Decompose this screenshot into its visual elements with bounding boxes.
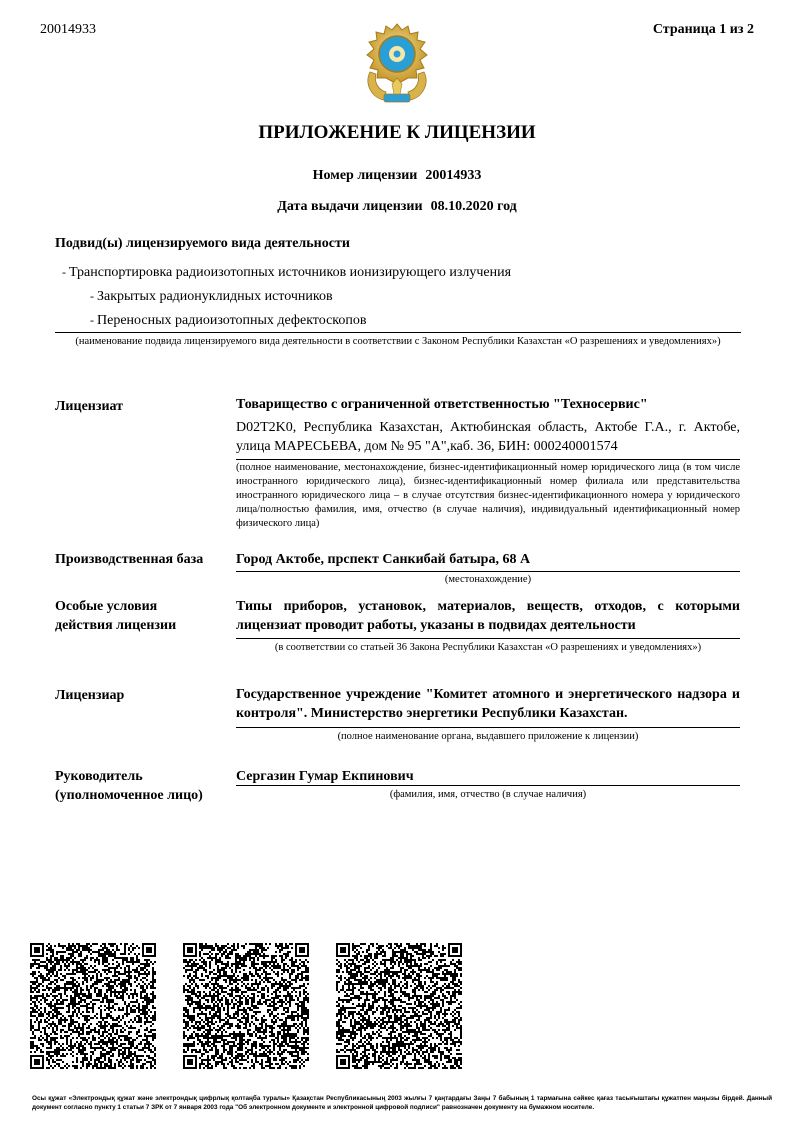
state-emblem-icon <box>362 20 432 110</box>
base-label: Производственная база <box>55 552 204 567</box>
head-label-line2: (уполномоченное лицо) <box>55 788 203 803</box>
licensor-note: (полное наименование органа, выдавшего приложение к лицензии) <box>337 731 639 742</box>
divider <box>236 459 740 460</box>
head-label-line1: Руководитель <box>55 769 143 784</box>
conditions-label-line1: Особые условия <box>55 599 158 614</box>
license-date-row <box>0 199 794 215</box>
licensor-value: Государственное учреждение "Комитет атомного и энергетического надзора и контроля". Министерство энергетики Республики Казахстан. <box>236 687 740 721</box>
base-value: Город Актобе, прспект Санкибай батыра, 68 А <box>236 552 531 567</box>
license-date-value: 08.10.2020 год <box>430 199 517 214</box>
licensee-address: D02T2K0, Республика Казахстан, Актюбинская область, Актобе Г.А., г. Актобе, улица МАРЕСЬЕВА, дом № 95 "А",каб. 36, БИН: 000240001574 <box>236 420 740 454</box>
qr-code <box>336 943 462 1069</box>
licensee-name: Товарищество с ограниченной ответственностью "Техносервис" <box>236 397 648 412</box>
licensee-note: (полное наименование, местонахождение, бизнес-идентификационный номер юридического лица (в том числе иностранного юридического лица), бизнес-идентификационный номер филиала или представительства иностранного юридического лица – в случае отсутствия бизнес-идентификационного номера у юридического лица/полностью фамилия, имя, отчество (в случае наличия), индивидуальный идентификационный номер физического лица) <box>236 462 740 529</box>
subtype-item: - Закрытых радионуклидных источников <box>90 289 333 304</box>
divider <box>236 727 740 728</box>
subtype-item: - Переносных радиоизотопных дефектоскопов <box>90 313 367 328</box>
divider <box>236 571 740 572</box>
divider <box>55 332 741 333</box>
subtypes-heading: Подвид(ы) лицензируемого вида деятельности <box>55 236 350 251</box>
subtype-item-label: Закрытых радионуклидных источников <box>97 289 333 304</box>
license-number-label: Номер лицензии <box>312 168 418 183</box>
licensee-label: Лицензиат <box>55 399 124 414</box>
page-title: ПРИЛОЖЕНИЕ К ЛИЦЕНЗИИ <box>258 122 536 143</box>
conditions-value: Типы приборов, установок, материалов, веществ, отходов, с которыми лицензиат проводит работы, указаны в подвидах деятельности <box>236 599 740 633</box>
subtype-item: - Транспортировка радиоизотопных источников ионизирующего излучения <box>62 265 512 280</box>
license-number-value: 20014933 <box>425 168 482 183</box>
divider <box>236 785 740 786</box>
license-number-row <box>0 168 794 184</box>
footer-disclaimer: Осы құжат «Электрондық құжат және электрондық цифрлық қолтаңба туралы» Қазақстан Республикасының 2003 жылғы 7 қаңтардағы Заңы 7 бабының 1 тармағына сәйкес қағаз тасығыштағы құжатпен маңызы бірдей. Данный документ согласно пункту 1 статьи 7 ЗРК от 7 января 2003 года "Об электронном документе и электронной цифровой подписи" равнозначен документу на бумажном носителе. <box>32 1095 772 1111</box>
license-date-label: Дата выдачи лицензии <box>277 199 423 214</box>
doc-number: 20014933 <box>40 22 96 37</box>
base-note: (местонахождение) <box>444 574 532 585</box>
page-indicator: Страница 1 из 2 <box>652 22 754 37</box>
head-value: Сергазин Гумар Екпинович <box>236 769 414 784</box>
conditions-note: (в соответствии со статьей 36 Закона Республики Казахстан «О разрешениях и уведомлениях») <box>274 642 702 653</box>
head-note: (фамилия, имя, отчество (в случае наличия) <box>389 789 587 800</box>
conditions-label-line2: действия лицензии <box>55 618 177 633</box>
conditions-label <box>55 597 176 635</box>
head-label <box>55 767 203 805</box>
subtypes-note: (наименование подвида лицензируемого вида деятельности в соответствии с Законом Республики Казахстан «О разрешениях и уведомлениях») <box>75 336 721 347</box>
qr-code <box>183 943 309 1069</box>
licensor-label: Лицензиар <box>55 688 125 703</box>
qr-code <box>30 943 156 1069</box>
divider <box>236 638 740 639</box>
subtype-item-label: Переносных радиоизотопных дефектоскопов <box>97 313 367 328</box>
subtype-item-label: Транспортировка радиоизотопных источников ионизирующего излучения <box>69 265 512 280</box>
